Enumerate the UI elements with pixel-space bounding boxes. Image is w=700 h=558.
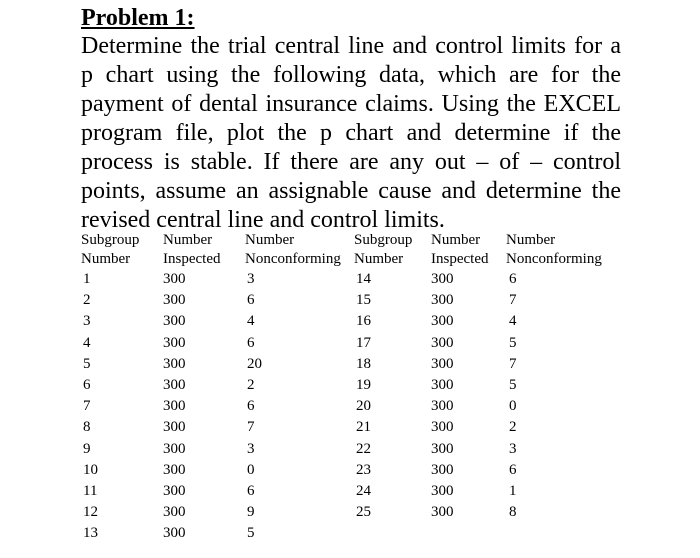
header-nonconforming-line2: Nonconforming	[245, 251, 341, 267]
cell-nonconforming: 8	[509, 504, 517, 521]
cell-subgroup: 9	[83, 440, 91, 457]
cell-subgroup: 18	[356, 355, 371, 372]
cell-inspected: 300	[431, 271, 454, 287]
cell-inspected: 300	[163, 334, 186, 351]
table-row	[81, 375, 616, 396]
header-nonconforming-line1: Number	[506, 232, 556, 248]
table-row	[81, 523, 616, 544]
cell-nonconforming: 6	[247, 334, 255, 351]
table-body	[81, 269, 616, 545]
cell-subgroup: 16	[356, 313, 371, 330]
table-row	[81, 417, 616, 438]
cell-nonconforming: 6	[509, 461, 517, 478]
cell-inspected: 300	[163, 355, 186, 372]
table-row	[81, 290, 616, 311]
cell-inspected: 300	[163, 292, 186, 309]
problem-line: process is stable. If there are any out – of – control	[81, 149, 621, 175]
cell-nonconforming: 7	[247, 419, 255, 436]
cell-nonconforming: 4	[247, 313, 255, 330]
header-row-2	[81, 250, 616, 269]
table-row	[81, 481, 616, 502]
cell-nonconforming: 1	[509, 483, 517, 500]
cell-inspected: 300	[163, 461, 186, 478]
cell-subgroup: 11	[83, 483, 98, 500]
cell-inspected: 300	[431, 398, 454, 415]
cell-subgroup: 12	[83, 504, 98, 521]
cell-subgroup: 14	[356, 271, 371, 287]
cell-nonconforming: 2	[509, 419, 517, 436]
cell-subgroup: 22	[356, 440, 371, 457]
cell-inspected: 300	[163, 271, 186, 287]
cell-inspected: 300	[431, 440, 454, 457]
cell-nonconforming: 5	[247, 525, 255, 542]
cell-subgroup: 25	[356, 504, 371, 521]
header-inspected-line1: Number	[431, 232, 481, 248]
cell-nonconforming: 5	[509, 377, 517, 394]
cell-nonconforming: 0	[247, 461, 255, 478]
cell-nonconforming: 4	[509, 313, 517, 330]
header-inspected-line1: Number	[163, 232, 213, 248]
cell-inspected: 300	[431, 483, 454, 500]
cell-nonconforming: 3	[509, 440, 517, 457]
cell-nonconforming: 6	[247, 398, 255, 415]
problem-line: Determine the trial central line and control limits for a	[81, 33, 621, 59]
cell-nonconforming: 5	[509, 334, 517, 351]
table-row	[81, 502, 616, 523]
cell-nonconforming: 6	[247, 483, 255, 500]
cell-nonconforming: 3	[247, 440, 255, 457]
cell-nonconforming: 7	[509, 355, 517, 372]
table-row	[81, 269, 616, 290]
header-inspected-line2: Inspected	[163, 251, 221, 267]
cell-inspected: 300	[431, 377, 454, 394]
cell-inspected: 300	[431, 419, 454, 436]
table-row	[81, 354, 616, 375]
cell-inspected: 300	[431, 504, 454, 521]
problem-line: points, assume an assignable cause and determine the	[81, 178, 621, 204]
header-subgroup-line2: Number	[354, 251, 404, 267]
header-subgroup-line1: Subgroup	[81, 232, 140, 248]
cell-subgroup: 13	[83, 525, 98, 542]
cell-inspected: 300	[163, 313, 186, 330]
problem-line: p chart using the following data, which are for the	[81, 62, 621, 88]
header-subgroup-line1: Subgroup	[354, 232, 413, 248]
cell-subgroup: 8	[83, 419, 91, 436]
cell-subgroup: 4	[83, 334, 91, 351]
problem-statement	[81, 4, 621, 235]
cell-inspected: 300	[431, 292, 454, 309]
problem-line: payment of dental insurance claims. Using the EXCEL	[81, 91, 621, 117]
cell-inspected: 300	[431, 334, 454, 351]
cell-inspected: 300	[431, 461, 454, 478]
cell-nonconforming: 20	[247, 355, 262, 372]
cell-subgroup: 19	[356, 377, 371, 394]
header-nonconforming-line1: Number	[245, 232, 295, 248]
table-row	[81, 460, 616, 481]
table-row	[81, 396, 616, 417]
table-row	[81, 333, 616, 354]
problem-line: program file, plot the p chart and determine if the	[81, 120, 621, 146]
header-subgroup-line2: Number	[81, 251, 131, 267]
cell-inspected: 300	[431, 355, 454, 372]
cell-nonconforming: 3	[247, 271, 255, 287]
table-row	[81, 311, 616, 332]
cell-inspected: 300	[163, 440, 186, 457]
cell-nonconforming: 6	[247, 292, 255, 309]
cell-nonconforming	[506, 523, 616, 544]
cell-inspected: 300	[163, 504, 186, 521]
cell-inspected: 300	[163, 398, 186, 415]
cell-nonconforming: 6	[509, 271, 517, 287]
cell-inspected: 300	[431, 313, 454, 330]
cell-inspected: 300	[163, 525, 186, 542]
cell-subgroup: 15	[356, 292, 371, 309]
cell-subgroup: 5	[83, 355, 91, 372]
cell-nonconforming: 9	[247, 504, 255, 521]
data-table	[81, 231, 616, 545]
cell-subgroup: 24	[356, 483, 371, 500]
cell-nonconforming: 2	[247, 377, 255, 394]
header-inspected-line2: Inspected	[431, 251, 489, 267]
cell-subgroup: 1	[83, 271, 91, 287]
header-nonconforming-line2: Nonconforming	[506, 251, 602, 267]
cell-subgroup: 20	[356, 398, 371, 415]
table-row	[81, 439, 616, 460]
cell-nonconforming: 0	[509, 398, 517, 415]
table-header	[81, 231, 616, 269]
cell-inspected	[431, 523, 506, 544]
cell-inspected: 300	[163, 377, 186, 394]
cell-subgroup: 23	[356, 461, 371, 478]
cell-subgroup: 17	[356, 334, 371, 351]
header-row-1	[81, 231, 616, 250]
cell-inspected: 300	[163, 483, 186, 500]
cell-inspected: 300	[163, 419, 186, 436]
cell-subgroup: 3	[83, 313, 91, 330]
cell-subgroup: 10	[83, 461, 98, 478]
problem-title: Problem 1:	[81, 5, 195, 31]
cell-subgroup	[354, 523, 431, 544]
cell-subgroup: 7	[83, 398, 91, 415]
cell-subgroup: 2	[83, 292, 91, 309]
cell-nonconforming: 7	[509, 292, 517, 309]
cell-subgroup: 21	[356, 419, 371, 436]
cell-subgroup: 6	[83, 377, 91, 394]
problem-body	[81, 32, 621, 235]
problem-line: revised central line and control limits.	[81, 207, 445, 233]
